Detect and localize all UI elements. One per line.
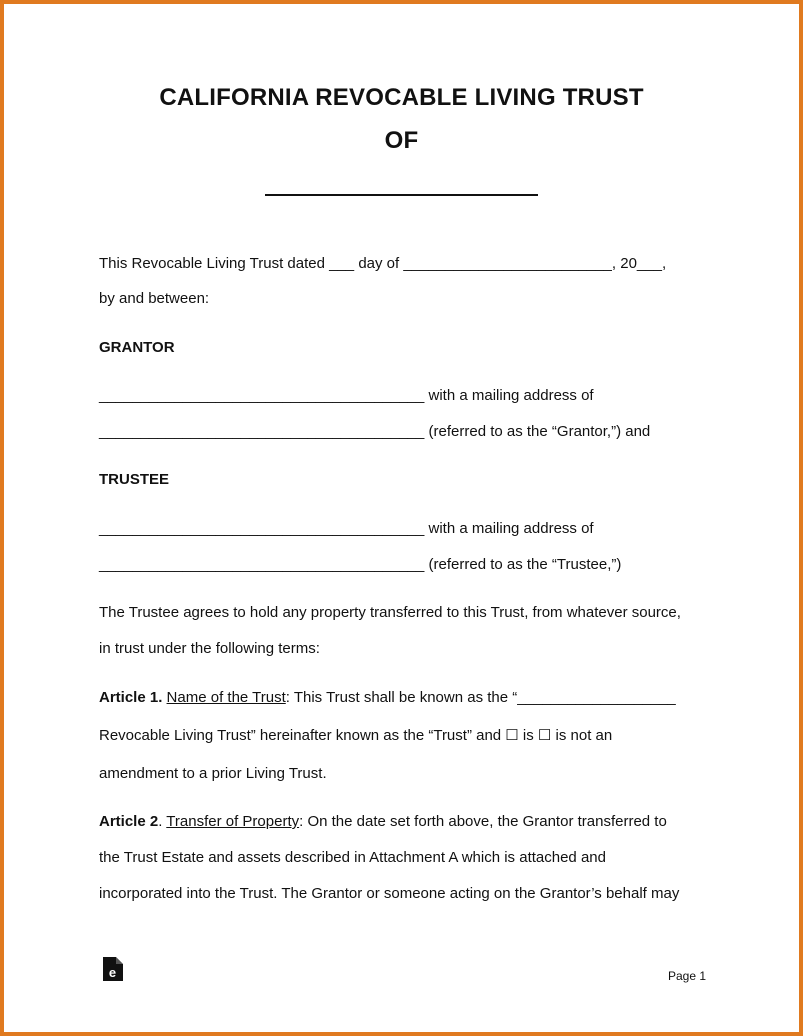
article1-line2: Revocable Living Trust” hereinafter known as the “Trust” and ☐ is ☐ is not an bbox=[99, 727, 613, 744]
svg-text:e: e bbox=[108, 965, 117, 980]
article2-text: : On the date set forth above, the Grantor transferred to bbox=[299, 813, 667, 830]
grantor-address-line: _______________________________________ with a mailing address of bbox=[99, 387, 594, 404]
grantor-reference-line: _______________________________________ (referred to as the “Grantor,”) and bbox=[99, 423, 651, 440]
trustee-address-line: _______________________________________ with a mailing address of bbox=[99, 520, 594, 537]
grantor-heading: GRANTOR bbox=[99, 339, 175, 356]
intro-text-line1: This Revocable Living Trust dated ___ day of _________________________, 20___, bbox=[99, 255, 667, 272]
page-number: Page 1 bbox=[668, 969, 707, 983]
terms-text-line2: in trust under the following terms: bbox=[99, 640, 320, 657]
article2-separator: . bbox=[158, 813, 167, 830]
article2-label: Article 2 bbox=[99, 813, 159, 830]
trust-name-blank-line bbox=[265, 194, 538, 196]
intro-text-line2: by and between: bbox=[99, 290, 210, 307]
document-title: CALIFORNIA REVOCABLE LIVING TRUST bbox=[159, 84, 644, 111]
article1-heading: Name of the Trust bbox=[166, 689, 286, 706]
document-title-of: OF bbox=[384, 127, 419, 154]
article2-line2: the Trust Estate and assets described in Attachment A which is attached and bbox=[99, 849, 606, 866]
trustee-reference-line: _______________________________________ (referred to as the “Trustee,”) bbox=[99, 556, 622, 573]
article1-label: Article 1. bbox=[99, 689, 163, 706]
article2-heading: Transfer of Property bbox=[166, 813, 300, 830]
eforms-logo-icon bbox=[103, 957, 123, 981]
article2-line1 bbox=[99, 813, 667, 830]
terms-text-line1: The Trustee agrees to hold any property transferred to this Trust, from whatever source, bbox=[99, 604, 681, 621]
article1-line3: amendment to a prior Living Trust. bbox=[99, 765, 327, 782]
article1-text: : This Trust shall be known as the “___________________ bbox=[285, 689, 676, 706]
trustee-heading: TRUSTEE bbox=[99, 471, 170, 488]
article2-line3: incorporated into the Trust. The Grantor or someone acting on the Grantor’s behalf may bbox=[99, 885, 680, 902]
article1-line1 bbox=[99, 689, 676, 706]
